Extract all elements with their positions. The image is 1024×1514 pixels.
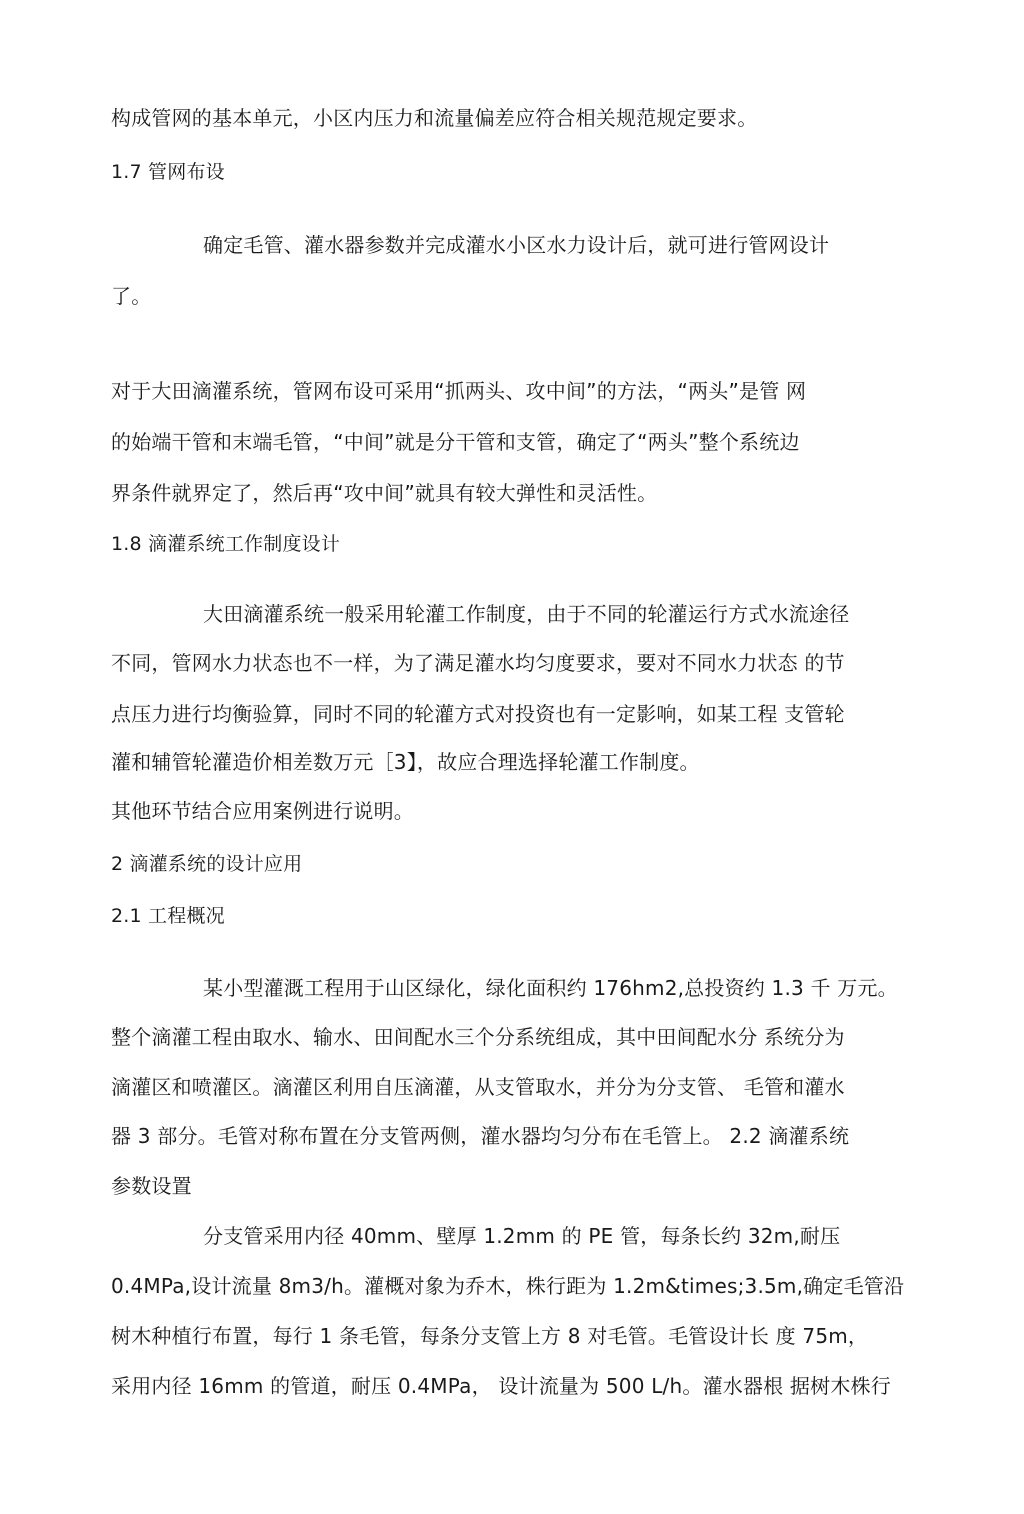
paragraph-line: 了。	[111, 284, 152, 308]
paragraph-line: 0.4MPa,设计流量 8m3/h。灌概对象为乔木，株行距为 1.2m&times;3.5m,确定毛管沿	[111, 1274, 905, 1298]
paragraph-line: 构成管网的基本单元，小区内压力和流量偏差应符合相关规范规定要求。	[111, 106, 758, 130]
paragraph-line: 灌和辅管轮灌造价相差数万元［3】，故应合理选择轮灌工作制度。	[111, 750, 700, 774]
paragraph-line: 参数设置	[111, 1174, 192, 1198]
paragraph-line: 确定毛管、灌水器参数并完成灌水小区水力设计后，就可进行管网设计	[203, 233, 830, 257]
paragraph-line: 器 3 部分。毛管对称布置在分支管两侧，灌水器均匀分布在毛管上。 2.2 滴灌系统	[111, 1124, 850, 1148]
paragraph-line: 对于大田滴灌系统，管网布设可采用“抓两头、攻中间”的方法，“两头”是管 网	[111, 379, 807, 403]
paragraph-line: 滴灌区和喷灌区。滴灌区利用自压滴灌，从支管取水，并分为分支管、 毛管和灌水	[111, 1075, 845, 1099]
paragraph-line: 整个滴灌工程由取水、输水、田间配水三个分系统组成，其中田间配水分 系统分为	[111, 1025, 845, 1049]
section-heading-2-1: 2.1 工程概况	[111, 905, 225, 927]
paragraph-line: 其他环节结合应用案例进行说明。	[111, 799, 414, 823]
section-heading-1-7: 1.7 管网布设	[111, 161, 225, 183]
paragraph-line: 树木种植行布置，每行 1 条毛管，每条分支管上方 8 对毛管。毛管设计长 度 75m，	[111, 1324, 869, 1348]
paragraph-line: 大田滴灌系统一般采用轮灌工作制度，由于不同的轮灌运行方式水流途径	[203, 602, 850, 626]
section-heading-2: 2 滴灌系统的设计应用	[111, 853, 303, 875]
paragraph-line: 点压力进行均衡验算，同时不同的轮灌方式对投资也有一定影响，如某工程 支管轮	[111, 702, 845, 726]
paragraph-line: 采用内径 16mm 的管道，耐压 0.4MPa， 设计流量为 500 L/h。灌水器根 据树木株行	[111, 1374, 891, 1398]
paragraph-line: 分支管采用内径 40mm、壁厚 1.2mm 的 PE 管，每条长约 32m,耐压	[203, 1224, 841, 1248]
section-heading-1-8: 1.8 滴灌系统工作制度设计	[111, 533, 341, 555]
paragraph-line: 的始端干管和末端毛管，“中间”就是分干管和支管，确定了“两头”整个系统边	[111, 430, 800, 454]
paragraph-line: 不同，管网水力状态也不一样，为了满足灌水均匀度要求，要对不同水力状态 的节	[111, 651, 845, 675]
paragraph-line: 某小型灌溉工程用于山区绿化，绿化面积约 176hm2,总投资约 1.3 千 万元。	[203, 976, 898, 1000]
paragraph-line: 界条件就界定了，然后再“攻中间”就具有较大弹性和灵活性。	[111, 481, 658, 505]
